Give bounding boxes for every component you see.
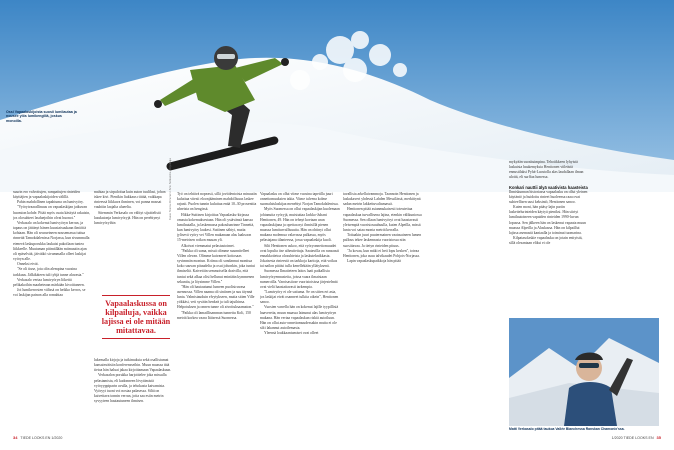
paragraph: "Paikka oli sama, missä olimme suunnitelleet Villen olevan. Olimme kaivaneet kottosaas syvimmän montun. Kriima oli sondannut monttua koko sauvan pituudelta ja osui johonkin, joka tuntui ihmiseltä. Kaivettiin semmoisella draivilla, että tuntui sekä alkaa olisi hellunut enintään kymmenen sekuntia, ja löysimme Villen." [177, 248, 255, 284]
pull-quote-rule-top [102, 295, 170, 296]
paragraph: Joi lumikerrosten välissä on heikko kerros, se voi laskijan painon alla romahtaa [13, 287, 86, 298]
paragraph: Myös Suomessa on ollut vapaalaskijan kuolemaan johtanutta vyöryjä, muistuttaa Jarkko-Juhani Henttonen, 49. Hän on tehnyt koetaan uran vapaalaskijana ja opettaa nyt ihmisillä pienen muassa lumiturvallisuutta. Hän on ohtinyt ollut mukana molemua valavassa palkassa, myös pelastajana tilanteessa, jossa vapaalaskija kuoli. [260, 207, 340, 243]
paragraph: mahtaa ja sirpaloitua kuin auton tuulilasi, johon iskee kivi. Pienikin liukkaus riittää, vaikkapa rinteessä liikkuva ihminen, voi panna massat vauhtiin laajalta alueelta. [94, 190, 166, 210]
paragraph: Tottaakin juuri puutermainen vaatasaineen lumen pallous tekee laskennasta vuoristossa niin suosittavaa. Ja tietyn rinteiden pituus. [343, 233, 422, 248]
paragraph: Ihmiskunnan historiassa vapaalasku on ollut yleinen käytäntö ja huidottu rinteet huoleensa raaa ovat suhteellisen uusi keksintö, Henttonen sanoo. [509, 189, 588, 204]
paragraph: Hikka-Suttinen kirjoittaa Vapaalasku-kirjassa omasta kokemuksestaan. Hän oli ystävänsä kanssa lumilautalla, ja laskemassa pakoulunrinne Tinnettä, kun lumivyöry laukesi. Suttinen sähtyi, mutta jylisevä vyöry vei Villen mukanaan alas laaksoon 15-metrisen rotkon muuan yli. [177, 212, 255, 243]
paragraph: Pahin mahdollinen tapahtuma on lumivyöry. [17, 200, 84, 205]
paragraph: Sitemmin Verkasalo on välttyt sijaittelistä lasukatonja lumivyöryjä. Hän on perehtynyt lumivyöryihin [94, 210, 161, 225]
paragraph: "Ja kovaa, kun mäki ei heti lopu kesken", toteaa Henttonen, joka asuu talvikaudet Pohjois-Norjassa. [343, 248, 420, 258]
portrait-photo [509, 318, 659, 426]
paragraph: Vapaalasku on ollut viime vuosina tapetilla juuri onnettomuuksien takia. Viime talvena kolme suomalaislaskijaa menehtyi Norjan Tamokdalenissa. [260, 192, 339, 207]
paragraph: Henttonen pitää asianmukaisesti toteutettua vapaalaskua turvallisena lajina, etenkin välikuniossa Suomessa. Sen ollaan lumivyöryt ovat haastavasti yleisempiä vuoristosuuhuulla, kuten Alpeilla, missä lunta voi sataa monta metriä kerralla. [343, 207, 422, 233]
paragraph: Verkasalon porukka harjoittelee joka missulla pelastamista, eli kadonneen lövytämistä vyöryyppiparin avulla, ja tehokasta kaivamista. Vyöryyt tuoni voi nostaa palasessa. Siltä on kaivettava tonnin verran, jotta saa esiin metrin syvyyteen hautautuneen ihmisen. [94, 373, 167, 404]
page-number: 35 [656, 435, 661, 440]
article-column-5 [343, 192, 423, 417]
sidebar-heading: Konkari nauttii älyä vaativista haasteista [509, 184, 588, 190]
paragraph: Verkasalo vertaa lumivyöryn liikettä pelikakoihin maaheteaan märkään kivoittaneen. [13, 277, 85, 287]
paragraph: Alkoivat viemmatut pelastustoimet. [181, 243, 235, 248]
footer-text: 1/2020 TIEDE LOOKS EN [611, 436, 654, 440]
page-footer-left [13, 435, 62, 440]
paragraph: "Lumivyöry ei ole sattuma. Se on sitten eri asia, jos laskijat eivät osanneet tulkita oikein", Henttonen sanoo. [260, 289, 339, 305]
paragraph: "Vyörytvaarallinuus on vapaalaskijan jatkuvan huomion kohde. Pitää myös osata käsitytä rakuisin, jos olosuhteet lasduejoihin olvat huonot." [13, 205, 91, 220]
photo-caption: Ossi Vapaalaskijoista suosii lumilautaa ja nousee ylös lumikengillä, joskus monoilla. [6, 110, 77, 123]
page-number: 34 [13, 435, 18, 440]
article-column-2b [94, 358, 172, 418]
paragraph: tavallisia arkellaivammoja. Taannoin Henttonen ja laskukaveri yhdessä Lahden Messilässä, merkittynä sadan metrin lakkettuvaltamassä. [343, 192, 421, 207]
paragraph: Silti Henttonen uskoo, että vyöryonnettomuudet ovat lopulta itse aiheuttettuja. Saatavilla on runsaasti ennakkotietoa olosuhteista ja laskuteknikkasta. Jokaisesta rinteestä on tarkkoja karttoja, että voikas tai nailon pitäisi tulla kenellekään yllätyksenä. [260, 243, 340, 269]
paragraph: "Paikka oli lamaillisamman tunnettu Koli, 150 metriä korkea vaara Itäisessä Suomessa. [177, 310, 251, 320]
pull-quote-text: Vapaalaskussa on kilpailuja, vaikka lajissa ei ole mitään mitattavaa. [101, 298, 171, 336]
portrait-caption: Matti Verkasalo pitää taukoa Vallée Blanchessa Ranskan Chamonix'ssa. [509, 427, 625, 431]
paragraph: Onneksi eivät. [17, 262, 39, 267]
portrait-illustration [509, 318, 659, 426]
paragraph: Vuosien varrella hän on kokenut lajille tyypillisiä haaveretta, muun muassa lainunut alas lumivyöryn mukana. Hän vertaa vapaalaskun riskiä autoiluun. Hän on ollut auto-onnettomuudessakin mutta ei ole silti lakannut autoilemasta. [260, 305, 339, 331]
article-column-3 [177, 192, 257, 417]
article-column-1 [13, 190, 91, 415]
paragraph: "Hän oli hautautunut lumeen puolisiruvasa asennossa. Villen naama oli siniinen ja suu täynnä lunta. Valmistauduin elvytykseen, mutta sitten Ville yökkäsi, veti syvään henkeä ja tuli tajuihinsa. Helpotuksen ja onnen tunne oli aivoituksaamaton." [177, 284, 255, 310]
paragraph: "Se oli tiuse, jota olin alempina vuosina tarkkuus. Jälkikäteen tuli tyhjä tunne alavasta." [13, 267, 84, 277]
paragraph: suurin ero valvottujen, rampattujen rinteiden käyttäjien ja vapaalaskijoiden välillä. [13, 190, 80, 200]
page-footer-right [612, 435, 661, 440]
paragraph: Verkasalo on kokenut lumivyöryn kerran, ja tapaus on jättänyt hänen kuusiaisuukaan ilmiöitä kohtaan. Hän oli seurueineen nousemassa tuttua rinnettä Tamokdalenissa Norjassa, kun sivummalla etenevä laskuporukka laukaisi pakoilaan tuntea liikkeelle. Muutaman pitimällään mitmuutin ajan oli epäselvää, jäivätkö sivummalla olleet laskijat vyöryn alle. [13, 220, 90, 262]
paragraph: Työ on tehtävä nopeasti, sillä joviidentoista minuutin kuluttua vitesti eloonjääminen mahdollisuus laskee rajusti. Puolen tunnin kuluttua enää 10–30 prosenttia uhreista on hengissä. [177, 192, 257, 212]
paragraph: Suomessa Ilmatieteen laitos laati paikallisia lumivyöryennusteita, joissa vaara ilmaistaan numeroilla. Varoisasiiose vuoristoisissa järjestelmät ovat vielä haastattavasti tarkempia. [260, 269, 338, 289]
pull-quote [96, 292, 176, 342]
paragraph: Yleensä loukkaantumiset ovat olleet [264, 331, 319, 336]
photo-credit: Kuva: Teemu Oinonen / Arto Sotkasiira / Kirjoittaja [168, 158, 172, 220]
article-column-4 [260, 192, 340, 417]
paragraph: Lapin vapaalaskupaikkoja hän pitää [347, 259, 401, 264]
pull-quote-rule-bottom [102, 338, 170, 339]
paragraph: lukemalla kirjoja ja tutkimuksia sekä osallistumat kansainväisiin konferensseihin. Muun muassa tätä tietoa hän haluai jakaa kirjoittamaan Vapaalaskuun. [94, 358, 172, 373]
paragraph: mykyään suosituimpina. Tehoiikkeen lyhyistä laskuista haukemyksia Henttonen viileästä ennustilaksi Pyhä-Luostolla alas laudallaan ilman ulottä, eli surffaa lumessa. [509, 160, 584, 180]
footer-text: TIEDE LOOKS EN 1/2020 [20, 436, 63, 440]
paragraph: Kuten moni, hän pääsy lajin pariin laskettelurinteiden käytyä pieniksi. Hän siirtyi lumilautoineen vapaiden rinteiden 1990-luvun lopussa. Sen jälkeen hän on laskenut vapaata muun muassa Alpeilla ja Alaskassa. Hän on kilpaillut lajissa asemastä kaniaalla ja toiminut tuomarina. [509, 205, 586, 235]
paragraph: Kilpatasolaskie vapaalasku on jotain enttyistä, sillä olesantaan eliksi ei ole [509, 236, 583, 246]
article-column-2 [94, 190, 172, 280]
